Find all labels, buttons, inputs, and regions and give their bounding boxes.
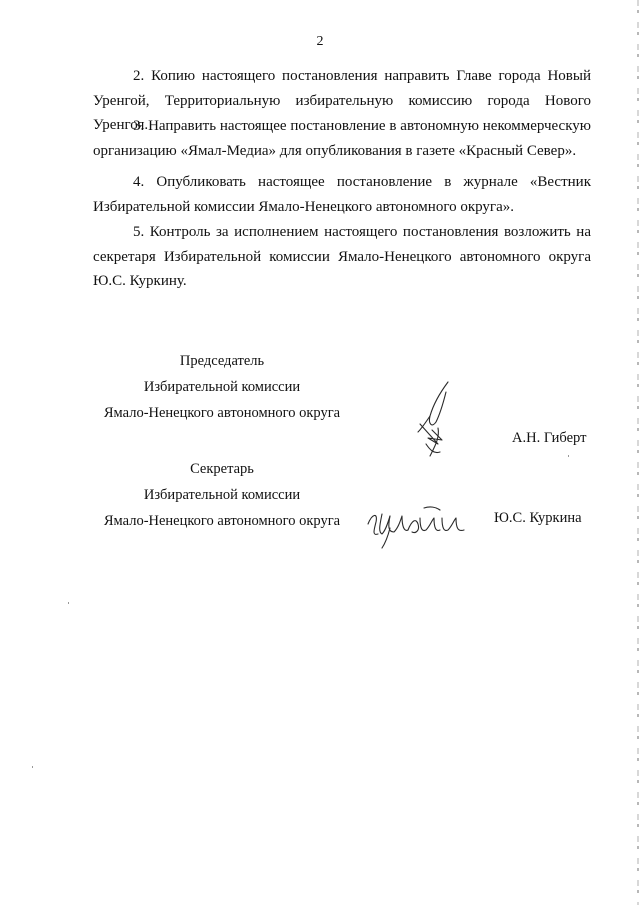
secretary-title-line-1: Секретарь (190, 461, 254, 477)
chairman-title-block (72, 348, 372, 426)
scan-edge-artifact (637, 0, 639, 905)
paragraph-item-4: 4. Опубликовать настоящее постановление в журнале «Вестник Избирательной комиссии Ямало-Ненецкого автономного округа». (93, 174, 591, 215)
scan-speck (32, 766, 33, 768)
chairman-title-line-3: Ямало-Ненецкого автономного округа (103, 405, 341, 421)
chairman-title-line-1: Председатель (179, 353, 265, 369)
secretary-title-line-3: Ямало-Ненецкого автономного округа (103, 513, 341, 529)
secretary-title-line-2: Избирательной комиссии (143, 487, 301, 503)
chairman-title-line-2: Избирательной комиссии (143, 379, 301, 395)
page-number: 2 (316, 34, 324, 49)
secretary-title-block (72, 456, 372, 534)
paragraph-item-5: 5. Контроль за исполнением настоящего постановления возложить на секретаря Избирательной комиссии Ямало-Ненецкого автономного округа Ю.С. Куркину. (93, 224, 591, 289)
scan-speck (568, 455, 569, 457)
paragraph-item-3: 3. Направить настоящее постановление в автономную некоммерческую организацию «Ямал-Медиа» для опубликования в газете «Красный Север». (93, 118, 591, 159)
chairman-name: А.Н. Гиберт (512, 430, 587, 446)
scan-speck (68, 602, 69, 604)
secretary-name: Ю.С. Куркина (494, 510, 582, 526)
secretary-signature-image (364, 500, 476, 552)
chairman-signature-image (408, 378, 468, 466)
paragraph-item-2: 2. Копию настоящего постановления направить Главе города Новый Уренгой, Территориальную избирательную комиссию города Нового Уренгоя. (93, 68, 591, 133)
